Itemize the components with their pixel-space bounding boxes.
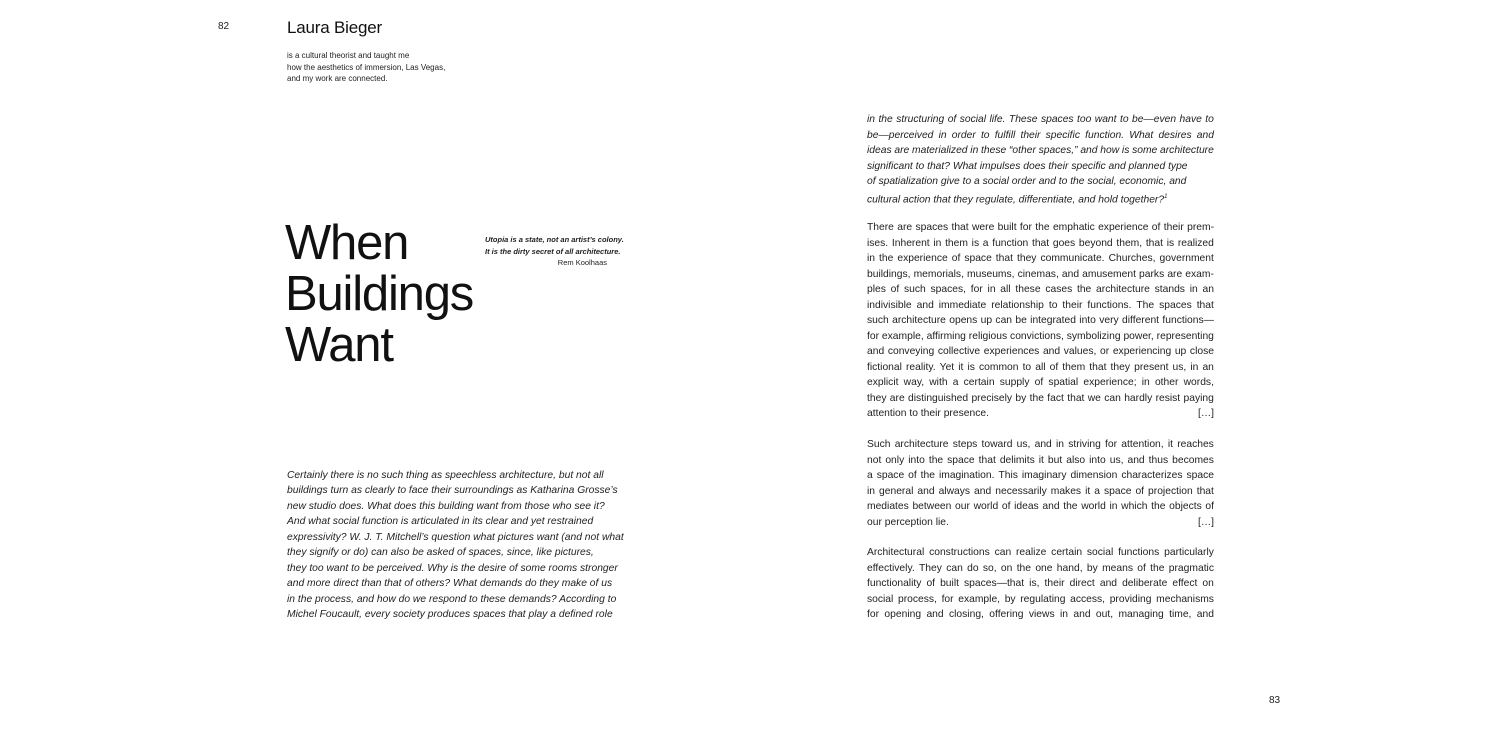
quote-line: ideas are materialized in these “other spaces,” and how is some architecture: [867, 145, 1214, 156]
author-bio-line: and my work are connected.: [287, 74, 388, 83]
para-line: effectively. They can do so, on the one hand, by means of the pragmatic: [867, 562, 1214, 574]
foucault-quote: [867, 112, 1214, 207]
body-paragraph-1: [867, 220, 1214, 422]
para-line: and conveying collective experiences and values, or experiencing up close: [867, 346, 1214, 357]
para-line: Architectural constructions can realize certain social functions particularly: [867, 547, 1214, 558]
quote-line-last: [867, 190, 1214, 208]
quote-line: in the structuring of social life. These spaces too want to be—even have to: [867, 114, 1214, 125]
para-line: fictional reality. Yet it is common to all of them that they present us, in an: [867, 361, 1214, 373]
title-line: Want: [285, 318, 393, 372]
quote-line: of spatialization give to a social order and to the social, economic, and: [867, 176, 1187, 187]
para-line: for opening and closing, offering views in and out, managing time, and: [867, 609, 1214, 620]
quote-line: significant to that? What impulses does their specific and planned type: [867, 160, 1188, 172]
para-line: such architecture opens up can be integrated into very different functions—: [867, 315, 1214, 326]
title-line: Buildings: [285, 267, 474, 321]
para-line: in the experience of space that they communicate. Churches, government: [867, 253, 1214, 264]
page-number-right: 83: [1269, 695, 1281, 706]
intro-paragraph: [287, 468, 632, 623]
para-line: for example, affirming religious convictions, symbolizing power, representing: [867, 330, 1214, 342]
para-line: in general and always and necessarily makes it a space of projection that: [867, 485, 1214, 497]
body-paragraph-2: [867, 437, 1214, 530]
para-line: a space of the imagination. This imaginary dimension characterizes space: [867, 470, 1214, 481]
author-bio-line: how the aesthetics of immersion, Las Vegas,: [287, 62, 446, 72]
epigraph: [485, 234, 625, 269]
para-last-line: [867, 515, 1214, 531]
intro-line: and more direct than that of others? What demands do they make of us: [287, 578, 613, 590]
ellipsis-marker: […]: [1197, 408, 1214, 419]
para-line: not only into the space that delimits it but also into us, and thus becomes: [867, 454, 1214, 466]
epigraph-line: Utopia is a state, not an artist’s colony.: [485, 235, 624, 244]
intro-line: expressivity? W. J. T. Mitchell’s question what pictures want (and not what: [287, 531, 624, 543]
para-line: Such architecture steps toward us, and in striving for attention, it reaches: [867, 439, 1214, 450]
epigraph-line: It is the dirty secret of all architecture.: [485, 246, 621, 256]
para-line: buildings, memorials, museums, cinemas, and amusement parks are exam-: [867, 268, 1214, 280]
para-line: they are distinguished precisely by the fact that we can hardly resist paying: [867, 392, 1214, 404]
body-paragraph-3: [867, 545, 1214, 623]
intro-line: And what social function is articulated in its clear and yet restrained: [287, 516, 594, 528]
para-line: There are spaces that were built for the emphatic experience of their prem-: [867, 222, 1214, 233]
para-last-line: [867, 406, 1214, 422]
intro-line: they too want to be perceived. Why is the desire of some rooms stronger: [287, 562, 618, 574]
intro-line: Certainly there is no such thing as speechless architecture, but not all: [287, 470, 604, 481]
footnote-marker: 1: [1164, 193, 1168, 200]
title-line: When: [285, 216, 409, 270]
author-bio: [287, 50, 487, 85]
para-line: explicit way, with a certain supply of spatial experience; in other words,: [867, 377, 1214, 388]
intro-line: they signify or do) can also be asked of spaces, since, like pictures,: [287, 547, 594, 559]
author-bio-line: is a cultural theorist and taught me: [287, 51, 410, 60]
intro-line: Michel Foucault, every society produces spaces that play a defined role: [287, 609, 613, 621]
author-name: Laura Bieger: [287, 18, 382, 37]
epigraph-author: Rem Koolhaas: [557, 258, 607, 267]
para-line: our perception lie.: [867, 516, 949, 528]
quote-line: be—perceived in order to fulfill their specific function. What desires and: [867, 129, 1214, 141]
para-line: functionality of built spaces—that is, their direct and deliberate effect on: [867, 578, 1214, 589]
intro-line: buildings turn as clearly to face their surroundings as Katharina Grosse’s: [287, 485, 618, 497]
para-line: ples of such spaces, for in all these cases the architecture stands in an: [867, 284, 1214, 295]
article-title: [285, 218, 473, 371]
intro-line: in the process, and how do we respond to these demands? According to: [287, 593, 617, 605]
ellipsis-marker: […]: [1197, 516, 1214, 528]
page-number-left: 82: [218, 21, 230, 32]
intro-line: new studio does. What does this building want from those who see it?: [287, 500, 605, 512]
para-line: indivisible and immediate relationship to their functions. The spaces that: [867, 299, 1214, 311]
para-line: attention to their presence.: [867, 408, 989, 419]
para-line: ises. Inherent in them is a function that goes beyond them, that is realized: [867, 237, 1214, 249]
para-line: mediates between our world of ideas and the world in which the objects of: [867, 501, 1214, 512]
para-line: social process, for example, by regulating access, providing mechanisms: [867, 593, 1214, 605]
quote-line-text: cultural action that they regulate, differentiate, and hold together?: [867, 193, 1165, 205]
